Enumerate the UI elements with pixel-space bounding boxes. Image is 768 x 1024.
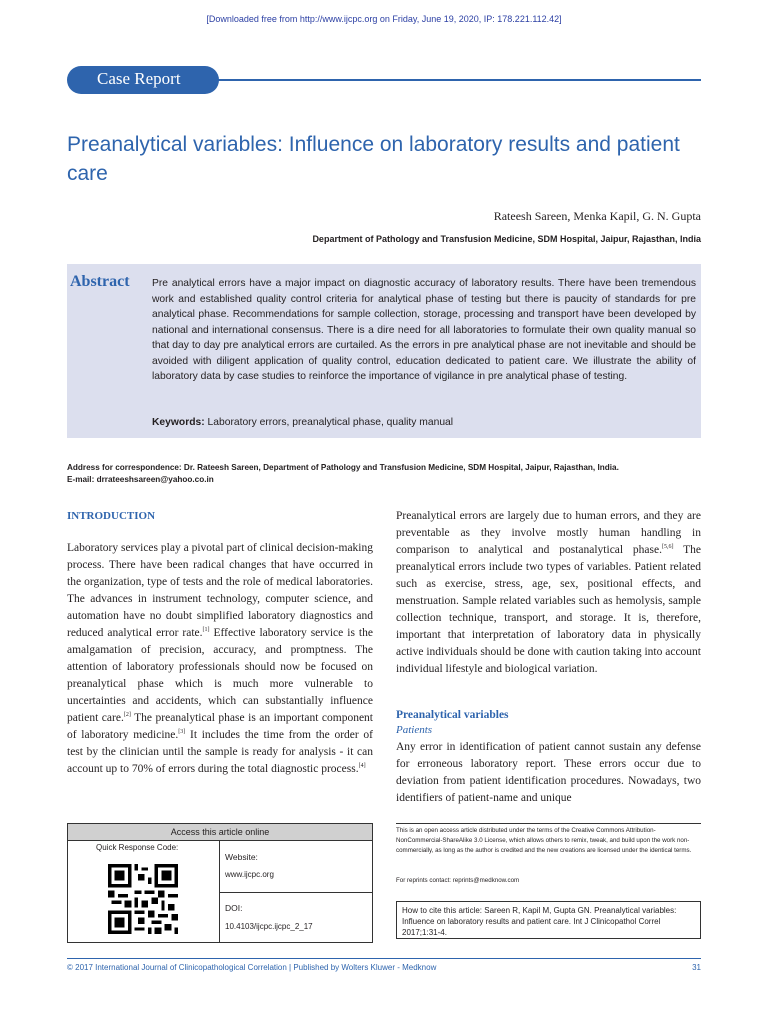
right-text-1a: Preanalytical errors are largely due to human errors, and they are preventable as they involve mostly human handling in comparison to analytical and postanalytical phase. <box>396 510 701 556</box>
right-paragraph-1 <box>396 508 701 678</box>
website-label: Website: <box>225 852 258 862</box>
right-text-1b: The preanalytical errors include two types of variables. Patient related such as exercise, stress, age, sex, positional effects, and menstruation. Sample related variables such as hemolysis, sample collection technique, transport, and storage. It is, therefore, important that interpretation of laboratory data in physically active individuals should be done with caution taking into account individual lifestyle and biological variation. <box>396 544 702 675</box>
doi-label: DOI: <box>225 903 243 913</box>
ref-4[interactable]: [4] <box>358 763 366 770</box>
ref-3[interactable]: [3] <box>178 729 186 736</box>
cite-text: How to cite this article: Sareen R, Kapil M, Gupta GN. Preanalytical variables: Influence on laboratory results and patient care. Int J Clinicopathol Correl 2017;1:31-4. <box>402 906 677 937</box>
qr-label: Quick Response Code: <box>96 843 179 852</box>
correspondence <box>67 462 707 486</box>
article-title: Preanalytical variables: Influence on laboratory results and patient care <box>67 133 680 185</box>
subsection-italic: Patients <box>396 724 433 736</box>
open-access-rule <box>396 823 701 824</box>
access-divider-h <box>219 892 372 893</box>
ref-5-6[interactable]: [5,6] <box>662 544 674 551</box>
intro-heading: INTRODUCTION <box>67 510 156 522</box>
ref-2[interactable]: [2] <box>123 712 131 719</box>
qr-code-icon[interactable] <box>108 864 178 934</box>
department: Department of Pathology and Transfusion Medicine, SDM Hospital, Jaipur, Rajasthan, India <box>312 234 701 244</box>
correspondence-email[interactable]: E-mail: drrateeshsareen@yahoo.co.in <box>67 475 214 484</box>
abstract-heading: Abstract <box>70 273 130 290</box>
access-header: Access this article online <box>68 824 372 841</box>
intro-text-1: Laboratory services play a pivotal part of clinical decision-making process. There have been radical changes that have occurred in the organization, type of tests and the role of medical laboratories. The advances in instrument technology, computer science, and automation have no doubt simplified laboratory diagnostics and reduced analytical error rate. <box>67 542 373 639</box>
download-note: [Downloaded free from http://www.ijcpc.org on Friday, June 19, 2020, IP: 178.221.112.42] <box>206 14 562 24</box>
doi-value[interactable]: 10.4103/ijcpc.ijcpc_2_17 <box>225 922 313 931</box>
website-link[interactable]: www.ijcpc.org <box>225 870 274 879</box>
keywords-label: Keywords: <box>152 417 205 428</box>
page-number: 31 <box>692 963 701 972</box>
footer-rule <box>67 958 701 959</box>
footer-copyright: © 2017 International Journal of Clinicopathological Correlation | Published by Wolters Kluwer - Medknow <box>67 963 437 972</box>
subsection-heading: Preanalytical variables <box>396 709 509 721</box>
correspondence-address: Address for correspondence: Dr. Rateesh Sareen, Department of Pathology and Transfusion Medicine, SDM Hospital, Jaipur, Rajasthan, India. <box>67 463 619 472</box>
right-paragraph-2: Any error in identification of patient cannot sustain any defense for erroneous laboratory report. These errors occur due to deviation from patient identification procedures. Nowadays, two identifiers of patient-name and unique <box>396 741 701 804</box>
intro-text-2: Effective laboratory service is the amalgamation of precision, accuracy, and promptness. The attention of laboratory professionals should now be focused on preanalytical phase which is much more vulnerable to uncertainties and accidents, which can substantially influence patient care. <box>67 627 373 724</box>
open-access-note: This is an open access article distributed under the terms of the Creative Commons Attribution-NonCommercial-ShareAlike 3.0 License, which allows others to remix, tweak, and build upon the work non-commercially, as long as the author is credited and the new creations are licensed under the identical terms. <box>396 827 692 854</box>
authors: Rateesh Sareen, Menka Kapil, G. N. Gupta <box>493 209 701 223</box>
intro-paragraph <box>67 540 373 778</box>
reprints-note: For reprints contact: reprints@medknow.com <box>396 877 520 884</box>
keywords-text: Laboratory errors, preanalytical phase, quality manual <box>207 417 454 428</box>
section-rule <box>210 79 701 81</box>
intro-text-4: It includes the time from the order of test by the clinician until the sample is ready for analysis - it can account up to 70% of errors during the total diagnostic process. <box>67 729 373 775</box>
keywords <box>152 417 453 428</box>
intro-text-3: The preanalytical phase is an important component of laboratory medicine. <box>67 712 373 741</box>
section-label: Case Report <box>97 69 181 88</box>
ref-1[interactable]: [1] <box>202 627 210 634</box>
abstract-text: Pre analytical errors have a major impact on diagnostic accuracy of laboratory results. There have been tremendous work and established quality control criteria for analytical phase of testing but there is paucity of standards for pre analytical phase. Recommendations for sample collection, storage, processing and transport have been developed by national and international consensus. There is a dire need for all laboratories to formulate their own quality manual so that day to day pre analytical errors are curtailed. As the errors in pre analytical phase are not inevitable and should be avoided with diligent application of quality control, education dedicated to patient care. We illustrate the ability of laboratory data by case studies to reinforce the importance of vigilance in pre analytical phase of testing. <box>152 278 696 382</box>
